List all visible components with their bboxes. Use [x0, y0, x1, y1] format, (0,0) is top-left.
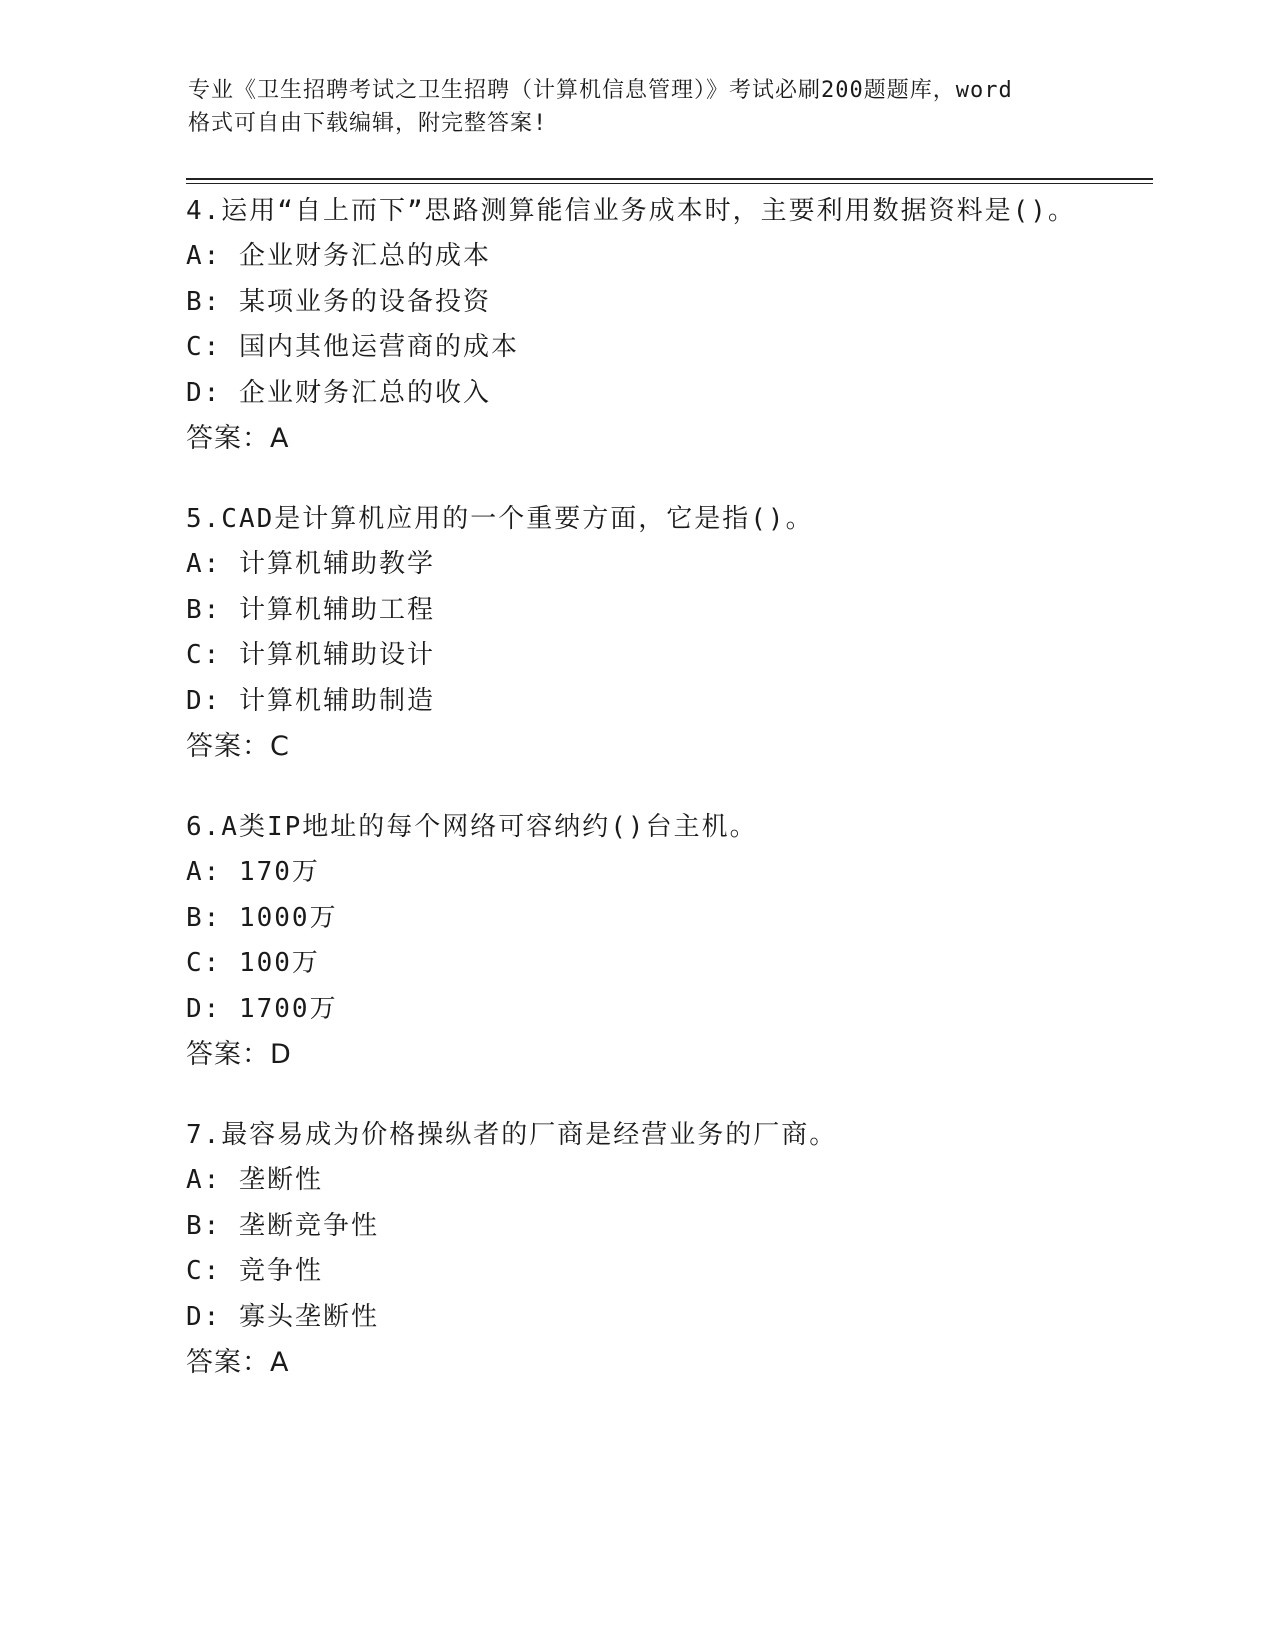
document-header: [188, 74, 1088, 140]
header-line-1: 专业《卫生招聘考试之卫生招聘（计算机信息管理）》考试必刷200题题库，word: [188, 78, 1013, 103]
option-c: C: 计算机辅助设计: [186, 640, 435, 670]
question-6: [186, 804, 1146, 1078]
question-list: [186, 188, 1146, 1420]
option-b: B: 1000万: [186, 902, 338, 933]
header-divider-thin: [186, 183, 1153, 184]
option-c: C: 100万: [186, 948, 320, 978]
option-a: A: 垄断性: [186, 1165, 323, 1195]
question-stem: 5.CAD是计算机应用的一个重要方面，它是指()。: [186, 504, 814, 534]
question-4: [186, 188, 1146, 462]
option-d: D: 计算机辅助制造: [186, 685, 435, 716]
option-c: C: 竞争性: [186, 1256, 323, 1286]
option-a: A: 170万: [186, 857, 320, 887]
question-stem: 7.最容易成为价格操纵者的厂商是经营业务的厂商。: [186, 1120, 838, 1150]
option-d: D: 寡头垄断性: [186, 1301, 379, 1332]
option-a: A: 计算机辅助教学: [186, 549, 435, 579]
option-b: B: 计算机辅助工程: [186, 594, 435, 625]
question-5: [186, 496, 1146, 770]
option-b: B: 垄断竞争性: [186, 1210, 379, 1241]
option-a: A: 企业财务汇总的成本: [186, 241, 491, 271]
question-stem: 6.A类IP地址的每个网络可容纳约()台主机。: [186, 812, 758, 842]
answer-line: 答案：A: [186, 1347, 290, 1378]
header-divider-thick: [186, 178, 1153, 180]
option-c: C: 国内其他运营商的成本: [186, 332, 519, 362]
question-7: [186, 1112, 1146, 1386]
answer-line: 答案：C: [186, 731, 290, 762]
answer-line: 答案：D: [186, 1039, 292, 1070]
answer-line: 答案：A: [186, 423, 290, 454]
option-d: D: 1700万: [186, 993, 338, 1024]
option-b: B: 某项业务的设备投资: [186, 286, 491, 317]
header-line-2: 格式可自由下载编辑，附完整答案!: [188, 111, 548, 136]
question-stem: 4.运用“自上而下”思路测算能信业务成本时，主要利用数据资料是()。: [186, 196, 1076, 226]
option-d: D: 企业财务汇总的收入: [186, 377, 491, 408]
